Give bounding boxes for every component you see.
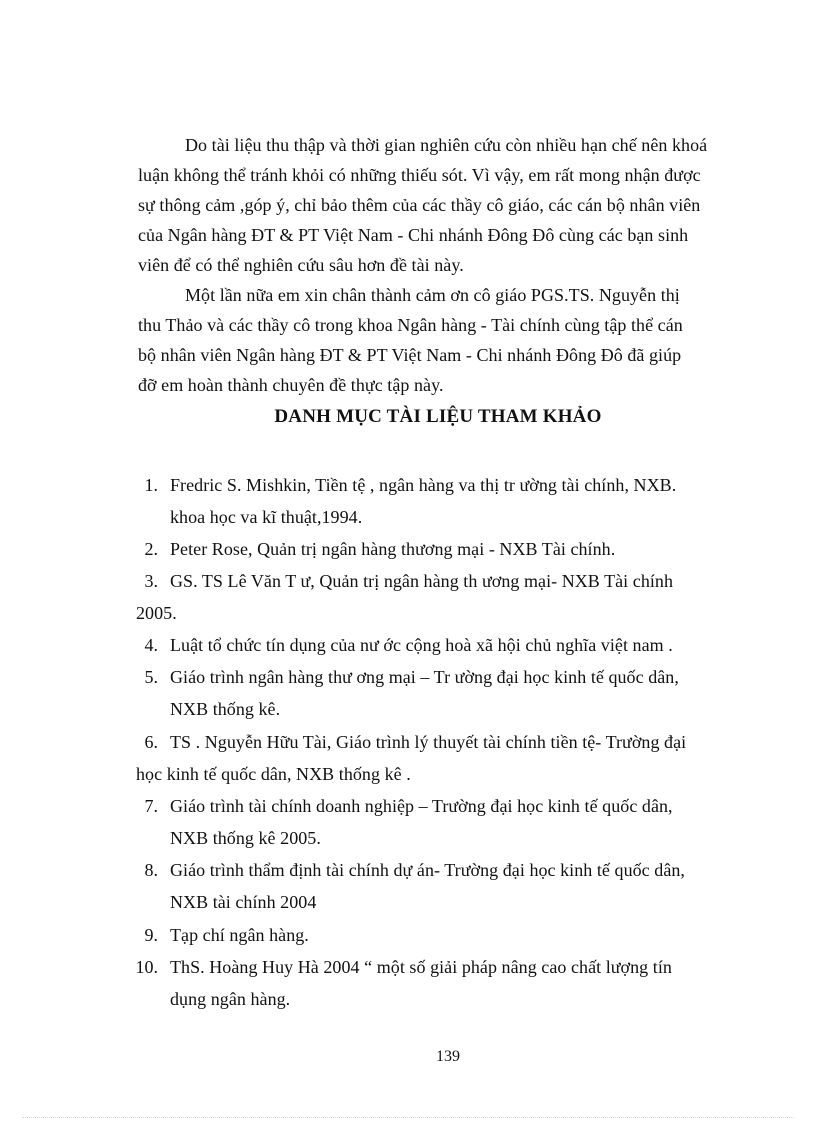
list-item-line: khoa học va kĩ thuật,1994. (170, 507, 363, 527)
paragraph-line: Một lần nữa em xin chân thành cảm ơn cô giáo PGS.TS. Nguyễn thị (185, 285, 680, 305)
paragraph-line: luận không thể tránh khỏi có những thiếu sót. Vì vậy, em rất mong nhận được (138, 165, 701, 185)
list-item-line: Luật tổ chức tín dụng của nư ớc cộng hoà xã hội chủ nghĩa việt nam . (170, 635, 673, 655)
list-item-number: 2. (144, 539, 158, 559)
list-item-line: học kinh tế quốc dân, NXB thống kê . (136, 764, 411, 784)
list-item-line: Giáo trình ngân hàng thư ơng mại – Tr ường đại học kinh tế quốc dân, (170, 667, 679, 687)
list-item-line: GS. TS Lê Văn T ư, Quản trị ngân hàng th ương mại- NXB Tài chính (170, 571, 674, 591)
list-item-number: 8. (144, 860, 158, 880)
list-item-number: 7. (144, 796, 158, 816)
list-item-line: NXB thống kê 2005. (170, 828, 321, 848)
list-item-line: Fredric S. Mishkin, Tiền tệ , ngân hàng va thị tr ường tài chính, NXB. (170, 475, 677, 495)
paragraph-line: của Ngân hàng ĐT & PT Việt Nam - Chi nhánh Đông Đô cùng các bạn sinh (138, 225, 689, 245)
list-item-number: 4. (144, 635, 158, 655)
page-number: 139 (436, 1048, 460, 1065)
list-item-line: ThS. Hoàng Huy Hà 2004 “ một số giải pháp nâng cao chất lượng tín (170, 957, 672, 977)
paragraph-line: thu Thảo và các thầy cô trong khoa Ngân hàng - Tài chính cùng tập thể cán (138, 315, 683, 335)
list-item-number: 5. (144, 667, 158, 687)
paragraph-line: Do tài liệu thu thập và thời gian nghiên cứu còn nhiều hạn chế nên khoá (185, 135, 708, 155)
list-item-number: 3. (144, 571, 158, 591)
page-bottom-divider (22, 1117, 794, 1118)
list-item-number: 10. (135, 957, 158, 977)
list-item-number: 9. (144, 925, 158, 945)
list-item-number: 1. (144, 475, 158, 495)
list-item-line: TS . Nguyễn Hữu Tài, Giáo trình lý thuyết tài chính tiền tệ- Trường đại (170, 732, 687, 752)
section-heading: DANH MỤC TÀI LIỆU THAM KHẢO (274, 406, 602, 427)
list-item-line: Giáo trình thẩm định tài chính dự án- Trường đại học kinh tế quốc dân, (170, 860, 685, 880)
paragraph-line: bộ nhân viên Ngân hàng ĐT & PT Việt Nam - Chi nhánh Đông Đô đã giúp (138, 345, 682, 365)
list-item-line: NXB thống kê. (170, 699, 281, 719)
list-item-number: 6. (144, 732, 158, 752)
list-item-line: dụng ngân hàng. (170, 989, 291, 1009)
list-item-line: NXB tài chính 2004 (170, 892, 317, 912)
list-item-line: Giáo trình tài chính doanh nghiệp – Trường đại học kinh tế quốc dân, (170, 796, 673, 816)
paragraph-line: sự thông cảm ,góp ý, chỉ bảo thêm của các thầy cô giáo, các cán bộ nhân viên (138, 195, 701, 215)
list-item-line: Peter Rose, Quản trị ngân hàng thương mại - NXB Tài chính. (170, 539, 616, 559)
paragraph-line: viên để có thể nghiên cứu sâu hơn đề tài này. (138, 255, 464, 275)
paragraph-line: đỡ em hoàn thành chuyên đề thực tập này. (138, 375, 444, 395)
list-item-line: Tạp chí ngân hàng. (170, 925, 309, 945)
list-item-line: 2005. (136, 603, 177, 623)
